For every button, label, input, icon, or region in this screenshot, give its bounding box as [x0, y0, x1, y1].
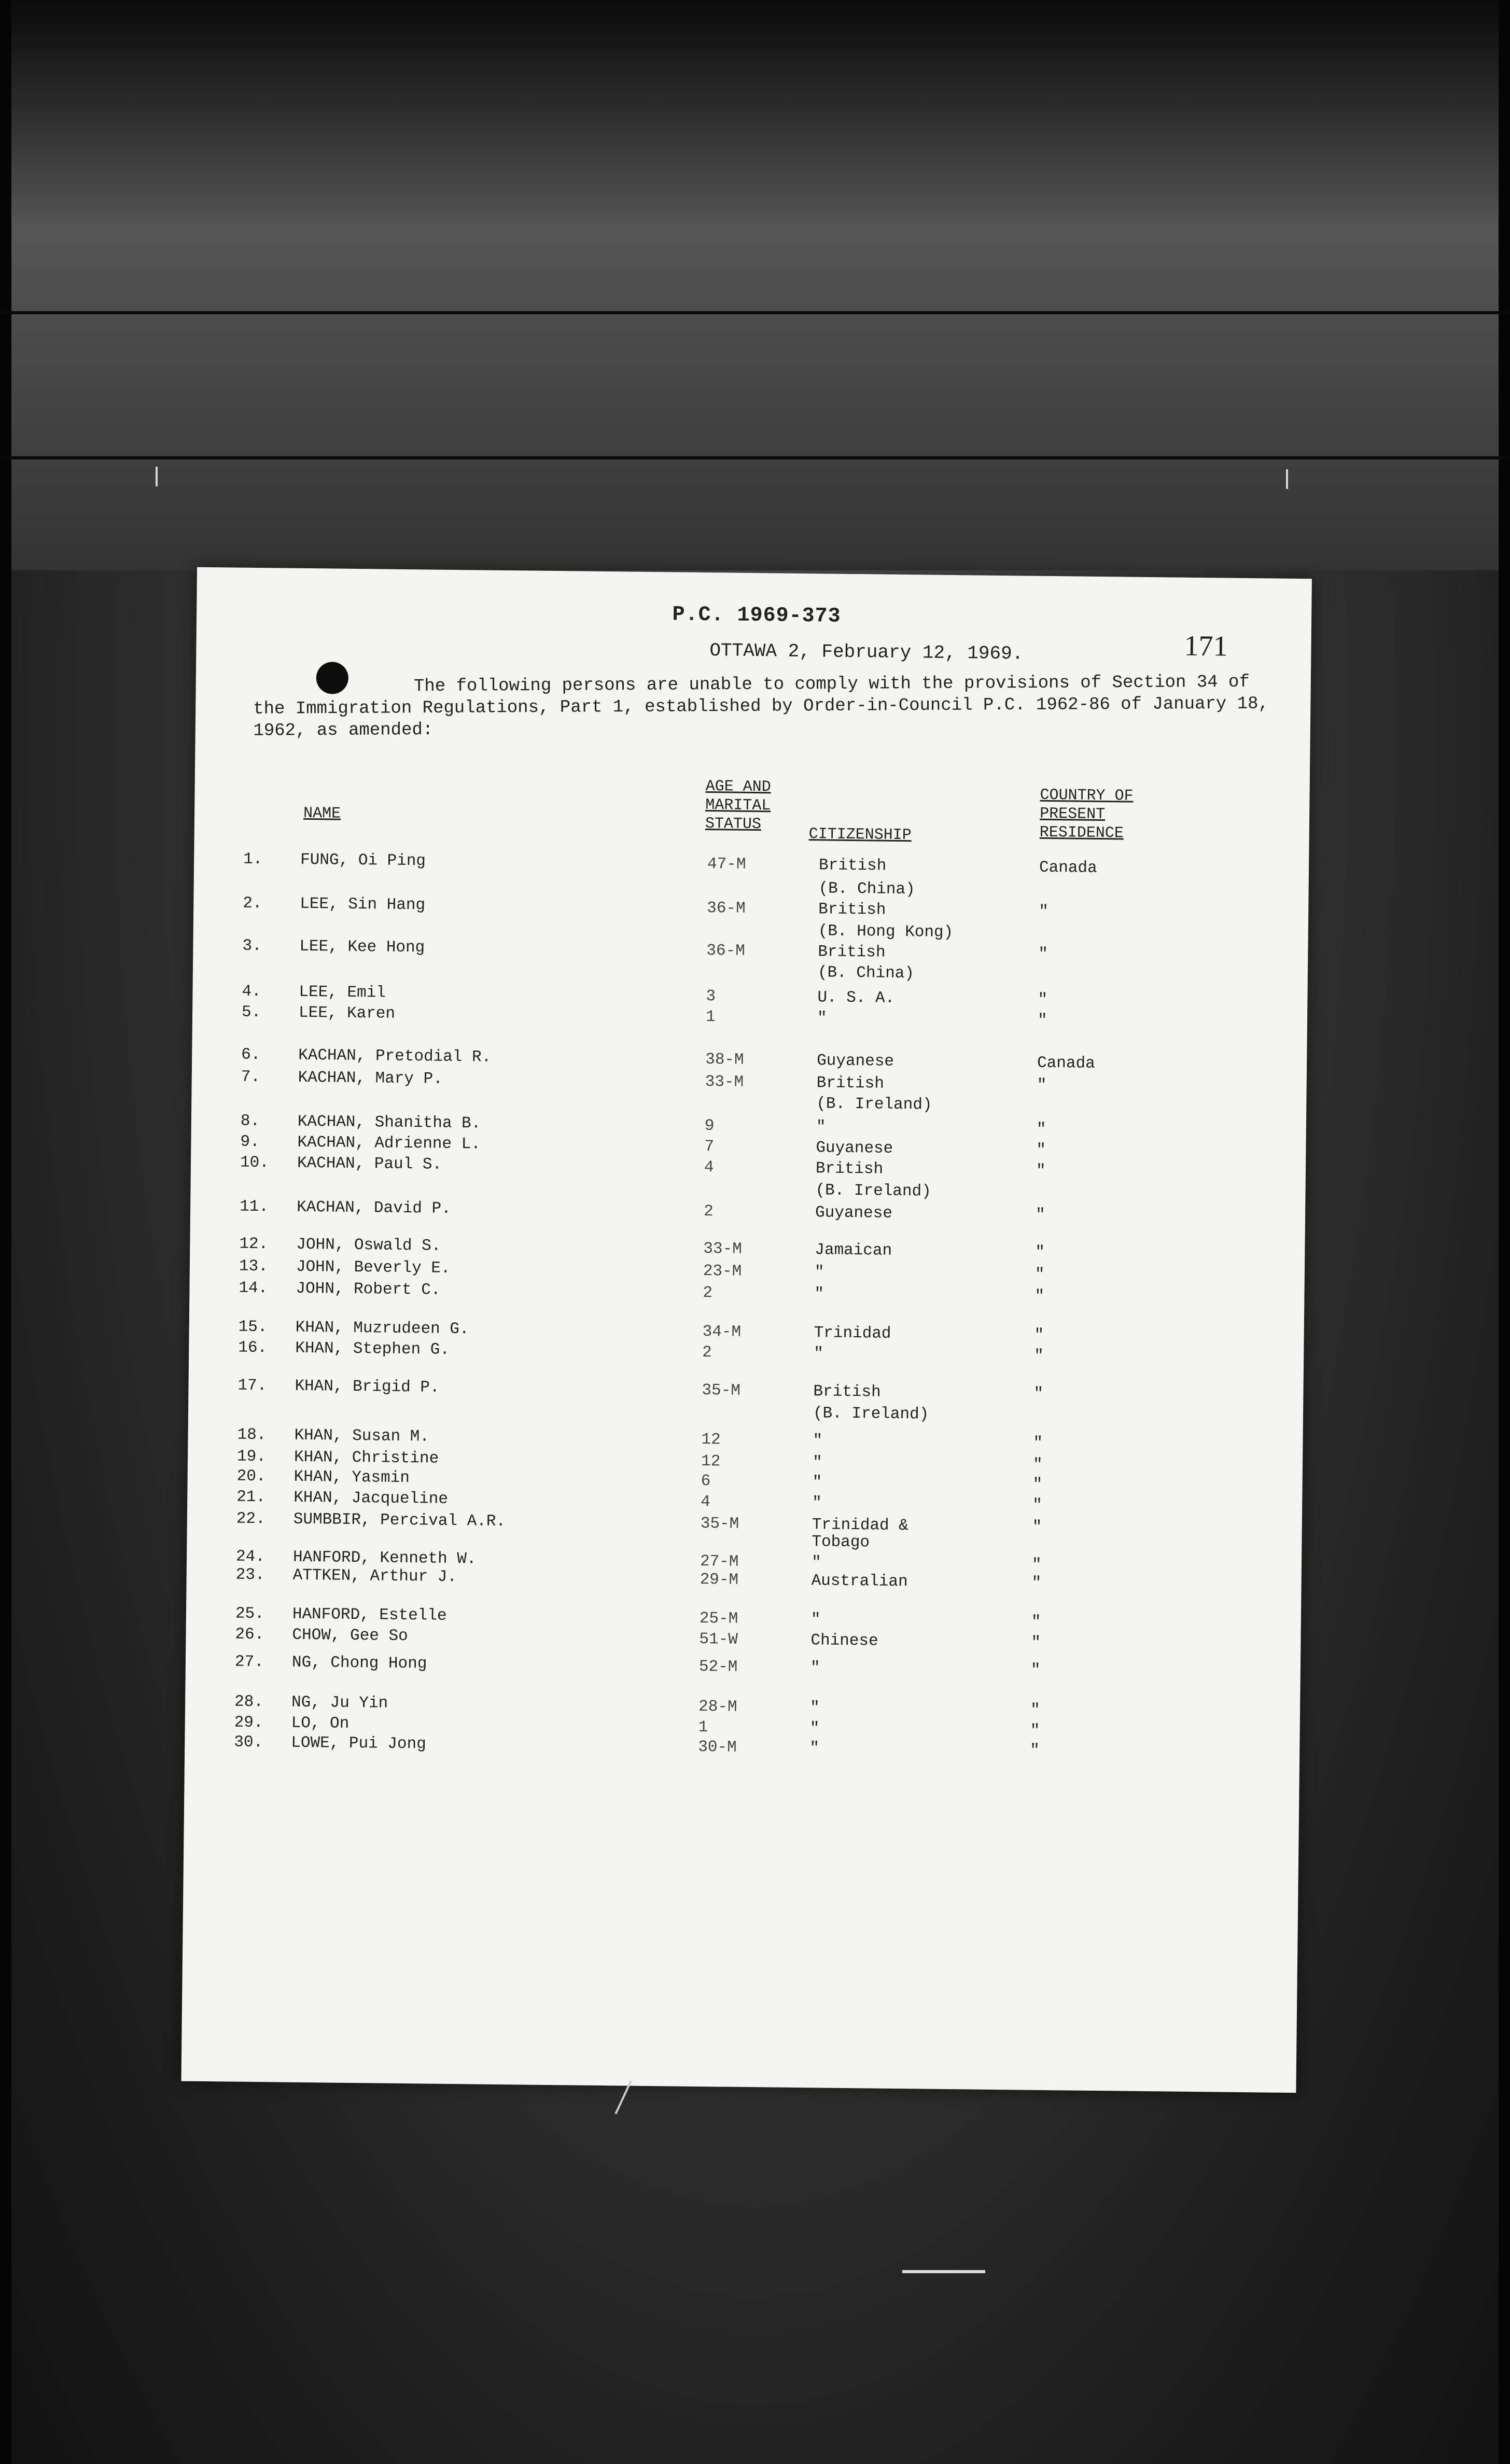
country-of-residence: " — [1036, 1141, 1046, 1159]
citizenship: Guyanese — [816, 1052, 894, 1071]
person-name: LEE, Karen — [298, 1003, 396, 1023]
age-marital-status: 51-W — [699, 1630, 738, 1649]
citizenship: " — [812, 1473, 822, 1492]
country-of-residence: " — [1038, 945, 1048, 963]
age-marital-status: 1 — [705, 1008, 716, 1027]
row-number: 2. — [243, 894, 262, 913]
citizenship: " — [809, 1739, 820, 1758]
person-name: LEE, Emil — [299, 983, 386, 1002]
person-name: KHAN, Muzrudeen G. — [295, 1318, 469, 1339]
person-name: KACHAN, Shanitha B. — [297, 1112, 481, 1133]
age-marital-status: 35-M — [702, 1381, 741, 1400]
person-name: KACHAN, Paul S. — [297, 1154, 442, 1174]
row-number: 13. — [239, 1257, 268, 1276]
person-name: KHAN, Yasmin — [293, 1467, 410, 1488]
age-marital-status: 9 — [704, 1117, 715, 1136]
country-of-residence: " — [1037, 1076, 1047, 1095]
country-of-residence: " — [1031, 1556, 1042, 1574]
citizenship: " — [810, 1659, 820, 1677]
row-number: 23. — [235, 1565, 265, 1585]
country-of-residence: " — [1030, 1661, 1041, 1679]
country-of-residence: " — [1038, 990, 1048, 1009]
row-number: 1. — [243, 850, 263, 869]
person-name: JOHN, Beverly E. — [296, 1257, 451, 1278]
citizenship: Jamaican — [815, 1241, 892, 1260]
age-marital-status: 12 — [701, 1452, 721, 1471]
dateline: OTTAWA 2, February 12, 1969. — [709, 640, 1024, 665]
age-marital-status: 52-M — [698, 1657, 738, 1676]
row-number: 22. — [236, 1509, 265, 1529]
citizenship: " — [812, 1494, 822, 1513]
country-of-residence: " — [1030, 1721, 1040, 1740]
row-number: 18. — [237, 1425, 267, 1445]
film-scratch — [902, 2270, 985, 2273]
column-header-residence: COUNTRY OF PRESENT RESIDENCE — [1039, 786, 1134, 843]
citizenship: (B. Ireland) — [815, 1181, 931, 1201]
country-of-residence: " — [1035, 1243, 1045, 1262]
row-number: 8. — [240, 1112, 260, 1131]
document-page — [181, 567, 1311, 2093]
country-of-residence: " — [1031, 1613, 1041, 1631]
citizenship: " — [809, 1719, 820, 1738]
citizenship: British — [818, 943, 886, 962]
citizenship: " — [811, 1553, 821, 1572]
frame-corner-mark — [1286, 469, 1288, 489]
person-name: ATTKEN, Arthur J. — [292, 1566, 457, 1587]
age-marital-status: 27-M — [700, 1552, 739, 1571]
row-number: 25. — [235, 1604, 264, 1623]
country-of-residence: " — [1032, 1496, 1042, 1515]
table-row — [186, 1653, 1301, 1685]
country-of-residence: " — [1031, 1574, 1042, 1592]
country-of-residence: " — [1034, 1326, 1044, 1345]
citizenship: British — [815, 1159, 884, 1179]
order-number: P.C. 1969-373 — [672, 603, 841, 628]
frame-corner-mark — [156, 467, 158, 486]
row-number: 15. — [238, 1318, 268, 1337]
citizenship: " — [814, 1263, 824, 1282]
row-number: 7. — [241, 1068, 261, 1087]
citizenship: U. S. A. — [817, 988, 895, 1007]
citizenship: British — [813, 1382, 881, 1402]
age-marital-status: 38-M — [705, 1051, 744, 1069]
country-of-residence: " — [1031, 1633, 1041, 1652]
country-of-residence: " — [1034, 1287, 1045, 1306]
column-header-name: NAME — [303, 804, 341, 823]
citizenship: (B. Ireland) — [813, 1404, 929, 1424]
country-of-residence: " — [1032, 1475, 1043, 1494]
country-of-residence: " — [1039, 902, 1048, 921]
person-name: KACHAN, Adrienne L. — [297, 1133, 481, 1154]
citizenship: " — [816, 1118, 826, 1137]
age-marital-status: 30-M — [698, 1738, 737, 1757]
row-number: 3. — [242, 936, 262, 956]
country-of-residence: " — [1032, 1455, 1043, 1474]
citizenship: " — [810, 1611, 821, 1629]
citizenship: " — [814, 1285, 824, 1304]
person-name: SUMBBIR, Percival A.R. — [293, 1510, 506, 1531]
age-marital-status: 4 — [704, 1158, 714, 1177]
film-line — [0, 456, 1510, 459]
row-number: 17. — [237, 1376, 267, 1395]
row-number: 28. — [234, 1692, 264, 1712]
country-of-residence: " — [1030, 1701, 1040, 1719]
row-number: 19. — [236, 1447, 267, 1466]
age-marital-status: 28-M — [698, 1697, 737, 1716]
country-of-residence: " — [1037, 1011, 1047, 1030]
age-marital-status: 36-M — [706, 942, 745, 960]
age-marital-status: 33-M — [705, 1073, 744, 1091]
citizenship: British — [818, 900, 886, 919]
row-number: 14. — [239, 1279, 268, 1298]
age-marital-status: 3 — [706, 987, 716, 1006]
person-name: JOHN, Robert C. — [296, 1279, 441, 1299]
row-number: 6. — [241, 1045, 261, 1065]
person-name: CHOW, Gee So — [292, 1626, 408, 1646]
row-number: 4. — [242, 982, 261, 1001]
citizenship: " — [817, 1009, 827, 1028]
row-number: 21. — [236, 1488, 266, 1507]
age-marital-status: 25-M — [699, 1609, 738, 1628]
row-number: 29. — [234, 1713, 263, 1732]
row-number: 27. — [234, 1653, 264, 1672]
country-of-residence: " — [1036, 1120, 1046, 1139]
citizenship: Tobago — [812, 1533, 870, 1552]
citizenship: British — [818, 856, 887, 875]
age-marital-status: 4 — [701, 1493, 711, 1511]
age-marital-status: 29-M — [700, 1571, 739, 1589]
citizenship: (B. China) — [817, 963, 915, 983]
row-number: 5. — [241, 1003, 261, 1022]
age-marital-status: 34-M — [702, 1323, 742, 1341]
person-name: KACHAN, Mary P. — [298, 1068, 443, 1088]
age-marital-status: 35-M — [700, 1515, 739, 1533]
age-marital-status: 33-M — [703, 1240, 742, 1258]
citizenship: (B. China) — [818, 879, 915, 899]
person-name: FUNG, Oi Ping — [300, 850, 426, 871]
citizenship: Trinidad & — [812, 1516, 908, 1535]
person-name: KHAN, Susan M. — [294, 1426, 430, 1446]
row-number: 24. — [235, 1547, 265, 1566]
film-border-left — [0, 0, 11, 2464]
person-name: NG, Chong Hong — [291, 1653, 427, 1673]
row-number: 26. — [235, 1625, 264, 1644]
person-name: HANFORD, Kenneth W. — [292, 1548, 477, 1569]
row-number: 16. — [238, 1338, 268, 1357]
citizenship: Guyanese — [816, 1139, 893, 1158]
age-marital-status: 7 — [704, 1138, 715, 1156]
column-header-citizenship: CITIZENSHIP — [808, 825, 912, 845]
citizenship: (B. Hong Kong) — [818, 922, 954, 942]
citizenship: " — [814, 1345, 824, 1363]
film-line — [0, 311, 1510, 314]
column-header-age: AGE AND MARITAL STATUS — [705, 778, 771, 834]
country-of-residence: Canada — [1037, 1054, 1095, 1073]
citizenship: (B. Ireland) — [816, 1095, 932, 1114]
age-marital-status: 1 — [698, 1718, 708, 1737]
country-of-residence: " — [1035, 1206, 1045, 1224]
age-marital-status: 23-M — [703, 1262, 742, 1281]
person-name: NG, Ju Yin — [291, 1693, 388, 1713]
country-of-residence: " — [1030, 1741, 1040, 1760]
citizenship: Chinese — [810, 1631, 878, 1650]
age-marital-status: 12 — [701, 1431, 721, 1449]
citizenship: Australian — [811, 1572, 908, 1591]
country-of-residence: Canada — [1039, 858, 1097, 877]
citizenship: " — [809, 1699, 820, 1717]
person-name: JOHN, Oswald S. — [296, 1235, 441, 1255]
person-name: KHAN, Christine — [293, 1448, 439, 1468]
row-number: 9. — [240, 1132, 260, 1152]
page-number: 171 — [1184, 629, 1228, 663]
row-number: 20. — [236, 1467, 266, 1486]
person-name: KHAN, Stephen G. — [295, 1339, 450, 1359]
country-of-residence: " — [1034, 1265, 1045, 1284]
country-of-residence: " — [1032, 1518, 1042, 1536]
row-number: 11. — [239, 1197, 269, 1216]
age-marital-status: 36-M — [707, 899, 746, 918]
person-name: KACHAN, Pretodial R. — [298, 1046, 492, 1067]
citizenship: " — [812, 1453, 822, 1472]
country-of-residence: " — [1033, 1434, 1043, 1452]
person-name: HANFORD, Estelle — [292, 1605, 447, 1625]
age-marital-status: 2 — [702, 1343, 712, 1362]
film-border-right — [1499, 0, 1510, 2464]
row-number: 10. — [240, 1153, 270, 1172]
age-marital-status: 2 — [703, 1284, 713, 1303]
citizenship: British — [816, 1074, 885, 1093]
person-name: LEE, Sin Hang — [300, 894, 426, 915]
person-name: KHAN, Brigid P. — [295, 1377, 440, 1397]
citizenship: Trinidad — [814, 1324, 891, 1343]
intro-paragraph: The following persons are unable to comply with the provisions of Section 34 of the Immigration Regulations, Part 1, established by Order-in-Council P.C. 1962-86 of January 18, 1962, as amended: — [253, 672, 1269, 741]
person-name: LOWE, Pui Jong — [291, 1733, 426, 1754]
country-of-residence: " — [1034, 1347, 1044, 1365]
microfilm-header-band — [0, 0, 1510, 570]
person-name: KHAN, Jacqueline — [293, 1488, 449, 1508]
age-marital-status: 2 — [703, 1202, 714, 1221]
row-number: 12. — [239, 1235, 269, 1254]
country-of-residence: " — [1033, 1384, 1044, 1403]
country-of-residence: " — [1036, 1161, 1046, 1180]
citizenship: " — [813, 1432, 823, 1450]
age-marital-status: 47-M — [707, 855, 746, 874]
person-name: LO, On — [291, 1714, 349, 1733]
person-name: KACHAN, David P. — [296, 1198, 451, 1218]
row-number: 30. — [234, 1733, 263, 1752]
citizenship: Guyanese — [815, 1203, 893, 1223]
person-name: LEE, Kee Hong — [299, 937, 425, 957]
age-marital-status: 6 — [701, 1472, 711, 1491]
